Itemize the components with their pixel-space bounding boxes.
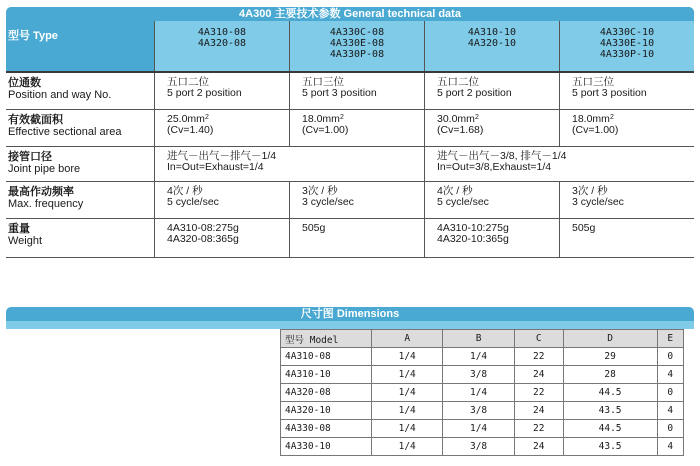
cell	[424, 182, 559, 218]
cell	[154, 110, 289, 146]
label-en: Effective sectional area	[8, 126, 122, 138]
cell	[289, 73, 424, 109]
cell-a: 1/4	[372, 402, 443, 420]
cell	[559, 219, 694, 257]
model: 4A330E-10	[599, 38, 655, 49]
model: 4A310-08	[197, 27, 247, 38]
cell-a: 1/4	[372, 384, 443, 402]
table-row	[281, 384, 684, 402]
cell-line: 505g	[572, 222, 596, 234]
cell-line: 4A320-10:365g	[437, 233, 509, 245]
col-model: 型号 Model	[281, 330, 372, 348]
col-b: B	[443, 330, 514, 348]
cell-b: 3/8	[443, 402, 514, 420]
cell-c: 22	[514, 348, 563, 366]
model: 4A330P-08	[329, 49, 385, 60]
cell-line: (Cv=1.00)	[572, 124, 619, 136]
cell-b: 1/4	[443, 384, 514, 402]
cell-e: 4	[657, 438, 684, 456]
unit-sup: 2	[339, 114, 344, 121]
label-zh: 有效截面积	[8, 114, 63, 126]
row-frequency	[6, 182, 694, 219]
cell-line: 18.0mm	[302, 113, 340, 125]
cell	[424, 219, 559, 257]
cell-e: 4	[657, 402, 684, 420]
dims-header-row	[281, 330, 684, 348]
cell-line: 505g	[302, 222, 326, 234]
label-en: Max. frequency	[8, 198, 84, 210]
cell-line: 五口二位	[167, 76, 209, 88]
cell	[154, 182, 289, 218]
type-col-4	[559, 21, 694, 71]
cell-e: 0	[657, 384, 684, 402]
table-row	[281, 438, 684, 456]
cell-b: 1/4	[443, 420, 514, 438]
model: 4A320-10	[467, 38, 517, 49]
cell-line: 5 port 3 position	[572, 87, 647, 99]
cell-line: In=Out=3/8,Exhaust=1/4	[437, 161, 552, 173]
cell-line: 4次 / 秒	[167, 185, 203, 197]
type-col-2	[289, 21, 424, 71]
row-pipe-bore	[6, 147, 694, 182]
cell-line: 5 cycle/sec	[437, 196, 489, 208]
cell-a: 1/4	[372, 438, 443, 456]
table-row	[281, 348, 684, 366]
label-zh: 接管口径	[8, 151, 52, 163]
cell-c: 22	[514, 420, 563, 438]
model: 4A330P-10	[599, 49, 655, 60]
cell-line: 5 port 2 position	[437, 87, 512, 99]
cell-a: 1/4	[372, 348, 443, 366]
cell-d: 29	[563, 348, 657, 366]
dims-title: 尺寸图 Dimensions	[6, 307, 694, 321]
row-sectional-area	[6, 110, 694, 147]
row-label	[6, 73, 154, 109]
tech-table	[6, 21, 694, 258]
cell-line: 4次 / 秒	[437, 185, 473, 197]
cell-e: 0	[657, 420, 684, 438]
cell-line: (Cv=1.40)	[167, 124, 214, 136]
cell-line: 4A320-08:365g	[167, 233, 239, 245]
cell	[559, 73, 694, 109]
dims-band	[6, 321, 694, 329]
row-label	[6, 110, 154, 146]
unit-sup: 2	[474, 114, 479, 121]
table-row	[281, 402, 684, 420]
cell	[424, 110, 559, 146]
cell-line: 五口三位	[302, 76, 344, 88]
cell-a: 1/4	[372, 420, 443, 438]
tech-header-row	[6, 21, 694, 73]
model: 4A310-10	[467, 27, 517, 38]
cell-span	[424, 147, 694, 181]
cell-model: 4A330-08	[281, 420, 372, 438]
cell	[289, 219, 424, 257]
cell-e: 0	[657, 348, 684, 366]
col-e: E	[657, 330, 684, 348]
cell-b: 3/8	[443, 366, 514, 384]
cell-d: 43.5	[563, 438, 657, 456]
tech-title: 4A300 主要技术参数 General technical data	[6, 7, 694, 21]
type-col-3	[424, 21, 559, 71]
cell-c: 22	[514, 384, 563, 402]
label-en: Joint pipe bore	[8, 163, 81, 175]
cell-model: 4A330-10	[281, 438, 372, 456]
cell-model: 4A320-10	[281, 402, 372, 420]
cell-line: 30.0mm	[437, 113, 475, 125]
type-label: 型号 Type	[6, 21, 154, 71]
cell-a: 1/4	[372, 366, 443, 384]
cell	[154, 219, 289, 257]
cell-d: 44.5	[563, 420, 657, 438]
model: 4A320-08	[197, 38, 247, 49]
cell-line: 5 port 2 position	[167, 87, 242, 99]
cell	[559, 110, 694, 146]
row-position	[6, 73, 694, 110]
row-label	[6, 219, 154, 257]
cell-line: 3 cycle/sec	[572, 196, 624, 208]
cell	[154, 73, 289, 109]
cell-b: 1/4	[443, 348, 514, 366]
cell-line: 4A310-08:275g	[167, 222, 239, 234]
type-col-1	[154, 21, 289, 71]
cell-line: (Cv=1.00)	[302, 124, 349, 136]
cell-line: 5 cycle/sec	[167, 196, 219, 208]
cell-line: 5 port 3 position	[302, 87, 377, 99]
label-zh: 重量	[8, 223, 30, 235]
col-c: C	[514, 330, 563, 348]
cell-c: 24	[514, 366, 563, 384]
cell-line: 3 cycle/sec	[302, 196, 354, 208]
cell-line: (Cv=1.68)	[437, 124, 484, 136]
cell-c: 24	[514, 438, 563, 456]
cell	[424, 73, 559, 109]
cell-model: 4A320-08	[281, 384, 372, 402]
cell-model: 4A310-10	[281, 366, 372, 384]
table-row	[281, 366, 684, 384]
row-label	[6, 147, 154, 181]
cell-line: In=Out=Exhaust=1/4	[167, 161, 264, 173]
col-d: D	[563, 330, 657, 348]
cell-line: 4A310-10:275g	[437, 222, 509, 234]
cell-line: 五口三位	[572, 76, 614, 88]
row-weight	[6, 219, 694, 258]
cell-line: 五口二位	[437, 76, 479, 88]
label-zh: 位通数	[8, 77, 41, 89]
cell-d: 43.5	[563, 402, 657, 420]
row-label	[6, 182, 154, 218]
model: 4A330C-08	[329, 27, 385, 38]
cell-d: 44.5	[563, 384, 657, 402]
cell-line: 25.0mm	[167, 113, 205, 125]
label-en: Weight	[8, 235, 43, 247]
cell-d: 28	[563, 366, 657, 384]
unit-sup: 2	[609, 114, 614, 121]
cell	[289, 182, 424, 218]
cell-line: 进气－出气－排气－1/4	[167, 150, 277, 162]
cell	[289, 110, 424, 146]
cell-e: 4	[657, 366, 684, 384]
cell	[559, 182, 694, 218]
unit-sup: 2	[204, 114, 209, 121]
label-en: Position and way No.	[8, 89, 112, 101]
cell-line: 3次 / 秒	[302, 185, 338, 197]
col-a: A	[372, 330, 443, 348]
model: 4A330C-10	[599, 27, 655, 38]
cell-line: 18.0mm	[572, 113, 610, 125]
cell-c: 24	[514, 402, 563, 420]
cell-span	[154, 147, 424, 181]
cell-b: 3/8	[443, 438, 514, 456]
table-row	[281, 420, 684, 438]
cell-model: 4A310-08	[281, 348, 372, 366]
label-zh: 最高作动频率	[8, 186, 74, 198]
cell-line: 进气－出气－3/8, 排气－1/4	[437, 150, 567, 162]
dims-table	[280, 329, 684, 456]
model: 4A330E-08	[329, 38, 385, 49]
cell-line: 3次 / 秒	[572, 185, 608, 197]
